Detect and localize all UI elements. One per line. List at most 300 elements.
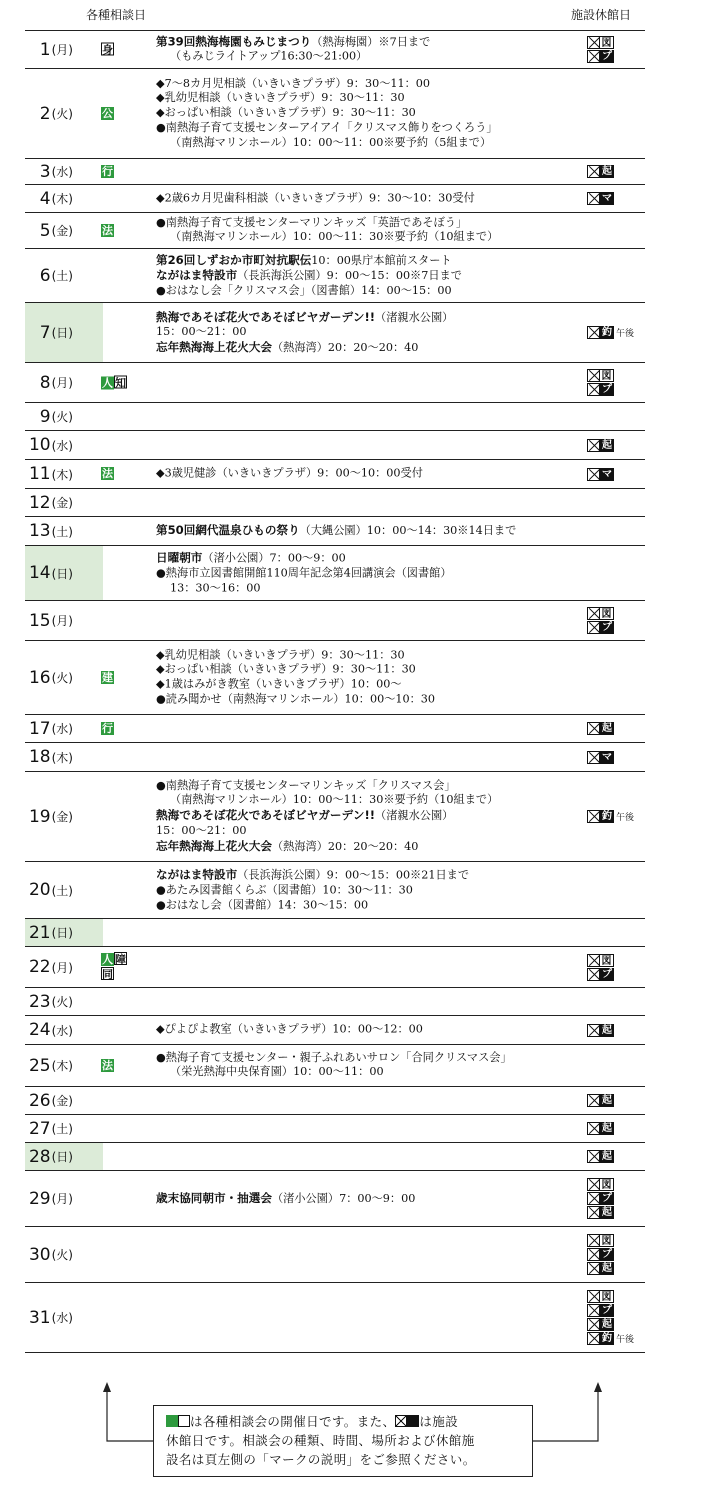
closed-facility-item: [587, 953, 645, 967]
weekday: (日): [51, 326, 73, 340]
day-number: 29: [28, 1188, 51, 1209]
weekday: (土): [51, 1122, 73, 1136]
closed-facilities: [587, 607, 645, 635]
event-line: [156, 136, 596, 151]
day-number: 18: [28, 747, 51, 767]
event-line: [156, 252, 596, 268]
calendar-row-21: [25, 919, 645, 947]
consultation-badge: 法: [102, 1058, 113, 1072]
date-cell: [25, 715, 103, 742]
event-line: [156, 523, 596, 539]
facility-label: マ: [602, 751, 612, 763]
right-arrow-head: [594, 1382, 602, 1392]
closed-cross-icon: [587, 1332, 600, 1345]
calendar-row-1: [25, 31, 645, 69]
consultation-badge: 法: [102, 223, 113, 237]
facility-label: プ: [602, 968, 612, 980]
facility-label: 釣: [602, 1333, 612, 1344]
day-number: 27: [28, 1118, 51, 1139]
weekday: (日): [51, 566, 73, 581]
closed-cross-icon: [587, 383, 600, 396]
event-text: ◆おっぱい相談（いきいきプラザ）9：30～11：30: [156, 106, 416, 120]
closed-cross-icon: [587, 954, 600, 967]
calendar-row-24: [25, 1016, 645, 1045]
closed-facility-item: [587, 810, 645, 824]
weekday: (火): [51, 410, 73, 424]
closed-facility-item: [587, 438, 645, 452]
weekday: (月): [51, 376, 73, 390]
consultation-badge: 同: [102, 968, 113, 981]
event-detail: （渚親水公園）: [375, 310, 454, 324]
calendar-row-31: [25, 1283, 645, 1353]
facility-label: 図: [600, 1290, 614, 1303]
closed-facilities: [587, 1094, 645, 1108]
date-cell: [25, 743, 103, 771]
day-number: 5: [39, 220, 51, 241]
note-line-2: 休館日です。相談会の種類、時間、場所および休館施: [166, 1433, 475, 1448]
closed-cross-icon: [587, 1248, 600, 1261]
day-number: 8: [39, 372, 51, 393]
date-cell: [25, 1171, 103, 1226]
date-cell: [25, 31, 103, 68]
date-cell: [25, 303, 103, 362]
weekday: (水): [51, 438, 73, 453]
calendar-row-16: [25, 641, 645, 715]
date-cell: [25, 1283, 103, 1352]
consult-days-header: 各種相談日: [86, 8, 147, 22]
weekday: (木): [51, 467, 73, 482]
closed-cross-icon: [587, 1290, 600, 1303]
weekday: (火): [51, 671, 73, 685]
event-line: [156, 268, 596, 284]
event-title: 第50回網代温泉ひもの祭り: [156, 523, 300, 538]
event-text: ◆おっぱい相談（いきいきプラザ）9：30～11：30: [156, 662, 416, 676]
facility-label: 図: [600, 954, 614, 967]
closed-facility-item: [587, 621, 645, 635]
day-number: 1: [39, 39, 51, 60]
facility-label: 釣: [602, 327, 612, 338]
closed-cross-icon: [587, 1318, 600, 1331]
events-cell: [156, 648, 596, 707]
event-line: [156, 883, 596, 898]
event-line: [156, 309, 596, 325]
facility-label: マ: [602, 193, 612, 204]
day-number: 25: [28, 1055, 51, 1076]
closed-facility-item: [587, 1150, 645, 1164]
event-line: [156, 121, 596, 136]
day-number: 10: [28, 435, 51, 455]
day-number: 13: [28, 521, 51, 541]
event-text: ●あたみ図書館くらぶ（図書館）10：30～11：30: [156, 883, 413, 897]
event-text: ◆1歳はみがき教室（いきいきプラザ）10：00～: [156, 677, 402, 691]
event-detail: （熱海湾）20：20～20：40: [271, 839, 419, 853]
closed-facility-item: [587, 383, 645, 397]
weekday: (金): [51, 1094, 73, 1108]
calendar-row-20: [25, 862, 645, 919]
closed-cross-icon: [587, 1234, 600, 1247]
calendar-row-22: [25, 947, 645, 988]
event-text: ◆7～8カ月児相談（いきいきプラザ）9：30～11：00: [156, 76, 431, 90]
facility-label: 図: [600, 1234, 614, 1247]
weekday: (金): [51, 810, 73, 824]
event-title: ながはま特設市: [156, 867, 238, 882]
closed-cross-icon: [587, 968, 600, 981]
calendar-row-8: [25, 363, 645, 403]
consultation-marks: [101, 671, 131, 685]
closed-facility-item: [587, 165, 645, 179]
closed-facility-item: [587, 1206, 645, 1220]
consultation-marks: [101, 1059, 131, 1073]
event-line: [156, 1051, 596, 1066]
closed-cross-icon: [587, 1094, 600, 1107]
event-text: （南熱海マリンホール）10：00～11：30※要予約（10組まで）: [170, 793, 499, 807]
right-arrow-line: [533, 1388, 598, 1441]
events-cell: [156, 77, 596, 151]
event-line: [156, 793, 596, 808]
date-cell: [25, 185, 103, 212]
event-detail: （熱海梅園）※7日まで: [311, 35, 431, 49]
events-cell: [156, 867, 596, 912]
closed-facilities: [587, 1234, 645, 1276]
weekday: (月): [51, 960, 73, 975]
date-cell: [25, 1143, 103, 1170]
consultation-badge: 行: [102, 721, 113, 735]
event-line: [156, 581, 596, 596]
event-text: （もみじライトアップ16:30～21:00）: [170, 50, 368, 63]
event-text: 13：30～16：00: [170, 580, 261, 594]
calendar-row-19: [25, 772, 645, 862]
weekday: (木): [51, 192, 73, 206]
event-text: 15：00～21：00: [156, 823, 247, 837]
event-text: ◆乳幼児相談（いきいきプラザ）9：30～11：30: [156, 647, 405, 661]
calendar-row-18: [25, 743, 645, 772]
facility-label: 起: [602, 1263, 612, 1274]
weekday: (金): [51, 496, 73, 510]
event-line: [156, 550, 596, 566]
calendar-row-29: [25, 1171, 645, 1227]
consultation-marks: [101, 224, 131, 238]
events-cell: [156, 34, 596, 65]
weekday: (月): [51, 43, 73, 57]
consultation-badge: 人: [102, 953, 113, 966]
closed-cross-icon: [587, 1192, 600, 1205]
event-line: [156, 77, 596, 92]
event-line: [156, 648, 596, 663]
event-detail: （渚親水公園）: [375, 809, 454, 823]
weekday: (土): [51, 883, 73, 898]
left-arrow-head: [103, 1382, 111, 1392]
date-cell: [25, 363, 103, 402]
date-cell: [25, 403, 103, 430]
events-cell: [156, 1023, 596, 1038]
facility-label: 起: [602, 1319, 612, 1330]
day-number: 19: [28, 806, 51, 827]
weekday: (水): [51, 722, 73, 736]
day-number: 7: [39, 322, 51, 343]
event-text: ●読み聞かせ（南熱海マリンホール）10：00～10：30: [156, 692, 436, 706]
event-title: 第39回熱海梅園もみじまつり: [156, 34, 312, 49]
event-text: ●南熱海子育て支援センターマリンキッズ「英語であそぼう」: [156, 215, 468, 229]
day-number: 20: [28, 880, 51, 900]
facility-label: 起: [602, 1207, 612, 1218]
date-cell: [25, 159, 103, 184]
facility-label: 起: [602, 166, 612, 177]
event-text: ●熱海子育て支援センター・親子ふれあいサロン「合同クリスマス会」: [156, 1050, 512, 1064]
calendar-row-4: [25, 185, 645, 213]
weekday: (火): [51, 1248, 73, 1262]
facility-label: 起: [602, 1123, 612, 1134]
closed-facilities: [587, 953, 645, 981]
weekday: (月): [51, 614, 73, 628]
event-title: 忘年熱海海上花火大会: [156, 838, 272, 853]
consultation-badge: 身: [102, 43, 113, 56]
day-number: 22: [28, 957, 51, 977]
facility-label: 図: [600, 369, 614, 382]
date-cell: [25, 947, 103, 987]
day-number: 12: [28, 492, 51, 513]
closed-facility-item: [587, 1248, 645, 1262]
facility-label: 釣: [602, 811, 612, 822]
consultation-marks: [101, 722, 131, 736]
event-title: ながはま特設市: [156, 268, 238, 283]
day-number: 2: [39, 103, 51, 124]
weekday: (火): [51, 995, 73, 1009]
event-detail: （大縄公園）10：00～14：30※14日まで: [299, 524, 517, 538]
date-cell: [25, 641, 103, 714]
closed-cross-icon: [587, 1262, 600, 1275]
date-cell: [25, 546, 103, 600]
calendar-row-11: [25, 460, 645, 489]
event-line: [156, 839, 596, 855]
calendar-row-14: [25, 546, 645, 601]
event-text: ●熱海市立図書館開館110周年記念第4回講演会（図書館）: [156, 566, 452, 580]
weekday: (火): [51, 107, 73, 121]
event-line: [156, 191, 596, 206]
closed-facility-item: [587, 467, 645, 481]
events-cell: [156, 216, 596, 246]
facility-label: マ: [602, 468, 612, 480]
closed-facilities: [587, 36, 645, 64]
event-text: （南熱海マリンホール）10：00～11：00※要予約（5組まで）: [170, 135, 492, 149]
event-text: ◆ぴよぴよ教室（いきいきプラザ）10：00～12：00: [156, 1022, 423, 1036]
event-title: 熱海であそぼ花火であそぼビヤガーデン!!: [156, 808, 376, 823]
calendar-row-5: [25, 213, 645, 249]
black-square-icon: [407, 1415, 419, 1427]
consultation-badge: 人: [102, 376, 113, 389]
closed-time-note: 午後: [616, 329, 635, 339]
event-line: [156, 231, 596, 246]
event-line: [156, 325, 596, 340]
facility-label: 図: [600, 36, 614, 49]
day-number: 11: [28, 464, 51, 484]
consultation-badge: 建: [102, 670, 113, 684]
closed-facilities: [587, 326, 645, 340]
date-cell: [25, 862, 103, 918]
closed-cross-icon: [587, 165, 600, 178]
date-cell: [25, 988, 103, 1015]
date-cell: [25, 517, 103, 545]
closed-facility-item: [587, 1332, 645, 1346]
event-line: [156, 106, 596, 121]
green-square-icon: [166, 1415, 178, 1427]
closed-cross-icon: [587, 192, 600, 205]
facility-label: プ: [602, 51, 612, 62]
event-detail: （長浜海浜公園）9：00～15：00※21日まで: [237, 868, 470, 882]
event-line: [156, 779, 596, 794]
facility-label: プ: [602, 1305, 612, 1316]
closed-facility-item: [587, 1178, 645, 1192]
day-number: 28: [28, 1146, 51, 1167]
day-number: 30: [28, 1244, 51, 1265]
facility-label: 起: [602, 1151, 612, 1162]
closed-facility-item: [587, 750, 645, 764]
calendar-row-9: [25, 403, 645, 431]
closed-facilities: [587, 369, 645, 397]
consultation-marks: [101, 375, 131, 390]
event-title: 第26回しずおか市町対抗駅伝: [156, 252, 312, 267]
day-number: 6: [39, 265, 51, 286]
weekday: (木): [51, 1059, 73, 1073]
events-cell: [156, 1051, 596, 1081]
closed-facilities: [587, 810, 645, 824]
event-line: [156, 808, 596, 824]
event-title: 熱海であそぼ花火であそぼビヤガーデン!!: [156, 309, 376, 324]
day-number: 14: [28, 563, 51, 583]
event-detail: （渚小公園）7：00～9：00: [271, 1191, 416, 1205]
closed-facility-item: [587, 1023, 645, 1037]
closed-facilities: [587, 722, 645, 736]
day-number: 3: [39, 161, 51, 182]
date-cell: [25, 1087, 103, 1114]
event-line: [156, 692, 596, 707]
closed-facility-item: [587, 1318, 645, 1332]
consultation-badge: 行: [102, 164, 113, 178]
note-line-3: 設名は頁左側の「マークの説明」をご参照ください。: [166, 1452, 476, 1467]
consultation-badge: 障: [115, 953, 126, 966]
day-number: 26: [28, 1090, 51, 1111]
date-cell: [25, 919, 103, 946]
weekday: (水): [51, 1311, 73, 1325]
date-cell: [25, 431, 103, 459]
closed-facility-item: [587, 369, 645, 383]
closed-cross-icon: [587, 326, 600, 339]
event-text: ●おはなし会「クリスマス会」（図書館）14：00～15：00: [156, 283, 452, 297]
event-detail: （渚小公園）7：00～9：00: [202, 551, 346, 565]
closed-facilities: [587, 192, 645, 206]
event-line: [156, 467, 596, 482]
events-cell: [156, 191, 596, 206]
calendar-row-10: [25, 431, 645, 460]
event-detail: 10：00県庁本館前スタート: [311, 253, 452, 267]
closed-facilities: [587, 750, 645, 764]
event-text: 15：00～21：00: [156, 325, 247, 339]
calendar-row-25: [25, 1045, 645, 1087]
date-cell: [25, 1227, 103, 1282]
closed-cross-icon: [587, 1122, 600, 1135]
weekday: (水): [51, 165, 73, 179]
closed-days-header: 施設休館日: [571, 8, 632, 22]
event-line: [156, 898, 596, 913]
closed-cross-icon: [587, 1206, 600, 1219]
calendar-row-23: [25, 988, 645, 1016]
event-line: [156, 340, 596, 356]
calendar-row-6: [25, 249, 645, 303]
closed-cross-icon: [587, 1304, 600, 1317]
weekday: (土): [51, 524, 73, 539]
closed-facility-item: [587, 36, 645, 50]
closed-facilities: [587, 438, 645, 452]
event-line: [156, 284, 596, 299]
note-text-1b: は施設: [419, 1414, 459, 1429]
calendar-row-17: [25, 715, 645, 743]
event-line: [156, 663, 596, 678]
event-line: [156, 50, 596, 65]
facility-label: 起: [602, 723, 612, 734]
closed-cross-icon: [587, 439, 600, 452]
weekday: (木): [51, 750, 73, 765]
closed-cross-icon: [587, 1150, 600, 1163]
closed-cross-icon: [587, 50, 600, 63]
closed-facility-item: [587, 1122, 645, 1136]
closed-facilities: [587, 1150, 645, 1164]
closed-facility-item: [587, 967, 645, 981]
closed-cross-icon: [587, 36, 600, 49]
closed-facility-item: [587, 1234, 645, 1248]
day-number: 9: [39, 406, 51, 427]
facility-label: プ: [602, 622, 612, 633]
calendar-row-15: [25, 601, 645, 641]
consultation-marks: [101, 952, 131, 982]
facility-label: 起: [602, 1095, 612, 1106]
closed-cross-icon: [587, 1178, 600, 1191]
weekday: (日): [51, 926, 73, 940]
consultation-marks: [101, 107, 131, 121]
event-line: [156, 867, 596, 883]
events-cell: [156, 467, 596, 482]
closed-facilities: [587, 1178, 645, 1220]
facility-label: 図: [600, 1178, 614, 1191]
white-square-icon: [178, 1415, 190, 1427]
closed-facility-item: [587, 1192, 645, 1206]
consultation-badge: 公: [102, 106, 113, 120]
closed-cross-icon: [587, 1024, 600, 1037]
weekday: (金): [51, 224, 73, 238]
closed-cross-icon: [587, 468, 600, 481]
day-number: 31: [28, 1307, 51, 1328]
consultation-marks: [101, 165, 131, 179]
closed-facilities: [587, 467, 645, 481]
closed-facility-item: [587, 192, 645, 206]
event-line: [156, 824, 596, 839]
day-number: 15: [28, 610, 51, 631]
calendar-row-13: [25, 517, 645, 546]
closed-cross-icon: [587, 369, 600, 382]
event-line: [156, 91, 596, 106]
event-line: [156, 1066, 596, 1081]
event-title: 歳末協同朝市・抽選会: [156, 1190, 272, 1205]
legend-note: [153, 1405, 533, 1477]
consultation-badge: 法: [102, 467, 113, 480]
event-line: [156, 1191, 596, 1207]
day-number: 23: [28, 991, 51, 1012]
facility-label: プ: [602, 1193, 612, 1204]
events-cell: [156, 779, 596, 855]
event-text: ◆2歳6カ月児歯科相談（いきいきプラザ）9：30～10：30受付: [156, 191, 475, 205]
facility-label: 起: [602, 1024, 612, 1036]
calendar-row-7: [25, 303, 645, 363]
closed-facility-item: [587, 722, 645, 736]
date-cell: [25, 1115, 103, 1142]
